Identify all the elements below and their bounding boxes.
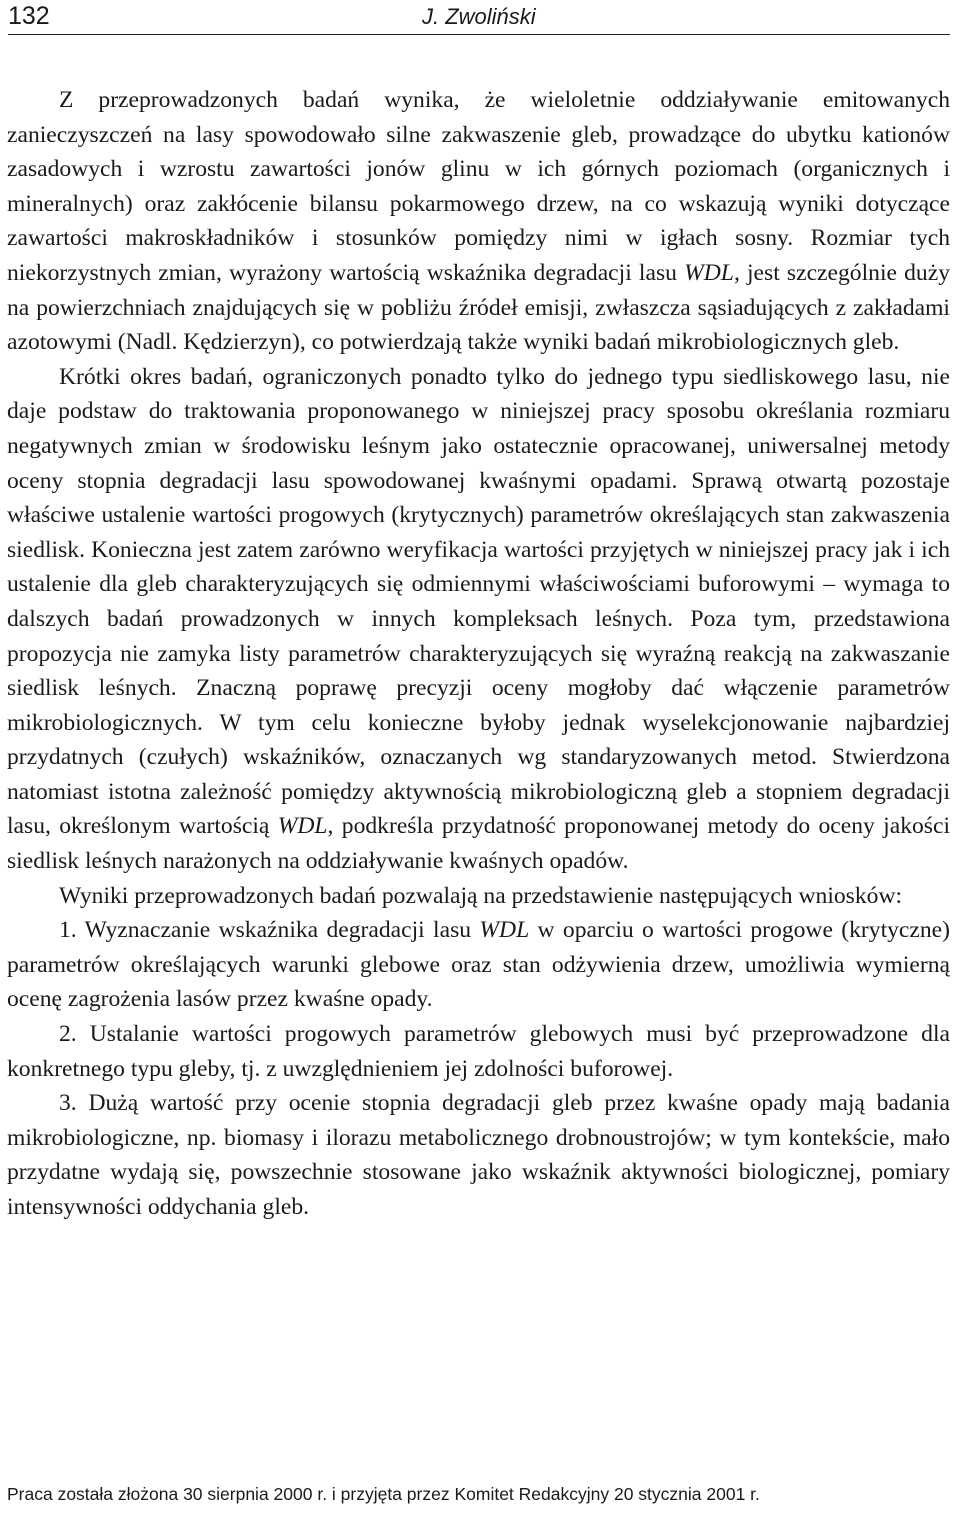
text-segment: 2. Ustalanie wartości progowych parametrów glebowych musi być przeprowadzone dla konkretnego typu gleby, tj. z uwzględnieniem jej zdolności buforowej. bbox=[7, 1021, 950, 1082]
paragraph-limitations bbox=[7, 360, 950, 879]
conclusion-item-2 bbox=[7, 1017, 950, 1086]
running-head-author: J. Zwoliński bbox=[422, 4, 536, 29]
wdl-abbreviation: WDL bbox=[479, 917, 530, 944]
submission-footnote: Praca została złożona 30 sierpnia 2000 r. i przyjęta przez Komitet Redakcyjny 20 stycznia 2001 r. bbox=[7, 1484, 760, 1504]
text-segment: 1. Wyznaczanie wskaźnika degradacji lasu bbox=[59, 917, 480, 944]
paragraph-conclusions-intro bbox=[7, 879, 950, 914]
page-number: 132 bbox=[8, 2, 50, 30]
conclusion-item-3 bbox=[7, 1086, 950, 1224]
page-header bbox=[8, 0, 950, 35]
text-segment: w oparciu o wartości progowe (krytyczne) parametrów określających warunki glebowe oraz stan odżywienia drzew, umożliwia wymierną ocenę zagrożenia lasów przez kwaśne opady. bbox=[7, 917, 950, 1013]
wdl-abbreviation: WDL bbox=[277, 813, 328, 840]
text-segment: Wyniki przeprowadzonych badań pozwalają na przedstawienie następujących wniosków: bbox=[59, 882, 903, 909]
text-segment: Z przeprowadzonych badań wynika, że wieloletnie oddziaływanie emitowanych zanieczyszczeń na lasy spowodowało silne zakwaszenie gleb, prowadzące do ubytku kationów zasadowych i wzrostu zawartości jonów glinu w ich górnych poziomach (organicznych i mineralnych) oraz zakłócenie bilansu pokarmowego drzew, na co wskazują wyniki dotyczące zawartości makroskładników i stosunków pomiędzy nimi w igłach sosny. Rozmiar tych niekorzystnych zmian, wyrażony wartością wskaźnika degradacji lasu bbox=[7, 87, 950, 286]
text-segment: Krótki okres badań, ograniczonych ponadto tylko do jednego typu siedliskowego lasu, nie daje podstaw do traktowania proponowanego w niniejszej pracy sposobu określania rozmiaru negatywnych zmian w środowisku leśnym jako ostatecznie opracowanej, uniwersalnej metody oceny stopnia degradacji lasu spowodowanej kwaśnymi opadami. Sprawą otwartą pozostaje właściwe ustalenie wartości progowych (krytycznych) parametrów określających stan zakwaszenia siedlisk. Konieczna jest zatem zarówno weryfikacja wartości przyjętych w niniejszej pracy jak i ich ustalenie dla gleb charakteryzujących się odmiennymi właściwościami buforowymi – wymaga to dalszych badań prowadzonych w innych kompleksach leśnych. Poza tym, przedstawiona propozycja nie zamyka listy parametrów charakteryzujących się wyraźną reakcją na zakwaszanie siedlisk leśnych. Znaczną poprawę precyzji oceny mogłoby dać włączenie parametrów mikrobiologicznych. W tym celu konieczne byłoby jednak wyselekcjonowanie najbardziej przydatnych (czułych) wskaźników, oznaczanych wg standaryzowanych metod. Stwierdzona natomiast istotna zależność pomiędzy aktywnością mikrobiologiczną gleb a stopniem degradacji lasu, określonym wartością bbox=[7, 363, 950, 840]
body-text bbox=[7, 83, 950, 1225]
wdl-abbreviation: WDL bbox=[684, 259, 734, 286]
text-segment: , jest szczególnie duży na powierzchniach znajdujących się w pobliżu źródeł emisji, zwłaszcza sąsiadujących z zakładami azotowymi (Nadl. Kędzierzyn), co potwierdzają także wyniki badań mikrobiologicznych gleb. bbox=[7, 259, 950, 356]
paragraph-summary bbox=[7, 83, 950, 360]
conclusion-item-1 bbox=[7, 913, 950, 1017]
text-segment: 3. Dużą wartość przy ocenie stopnia degradacji gleb przez kwaśne opady mają badania mikrobiologiczne, np. biomasy i ilorazu metabolicznego drobnoustrojów; w tym kontekście, mało przydatne wydają się, powszechnie stosowane jako wskaźnik aktywności biologicznej, pomiary intensywności oddychania gleb. bbox=[7, 1090, 950, 1220]
text-segment: , podkreśla przydatność proponowanej metody do oceny jakości siedlisk leśnych narażonych na oddziaływanie kwaśnych opadów. bbox=[7, 813, 950, 875]
